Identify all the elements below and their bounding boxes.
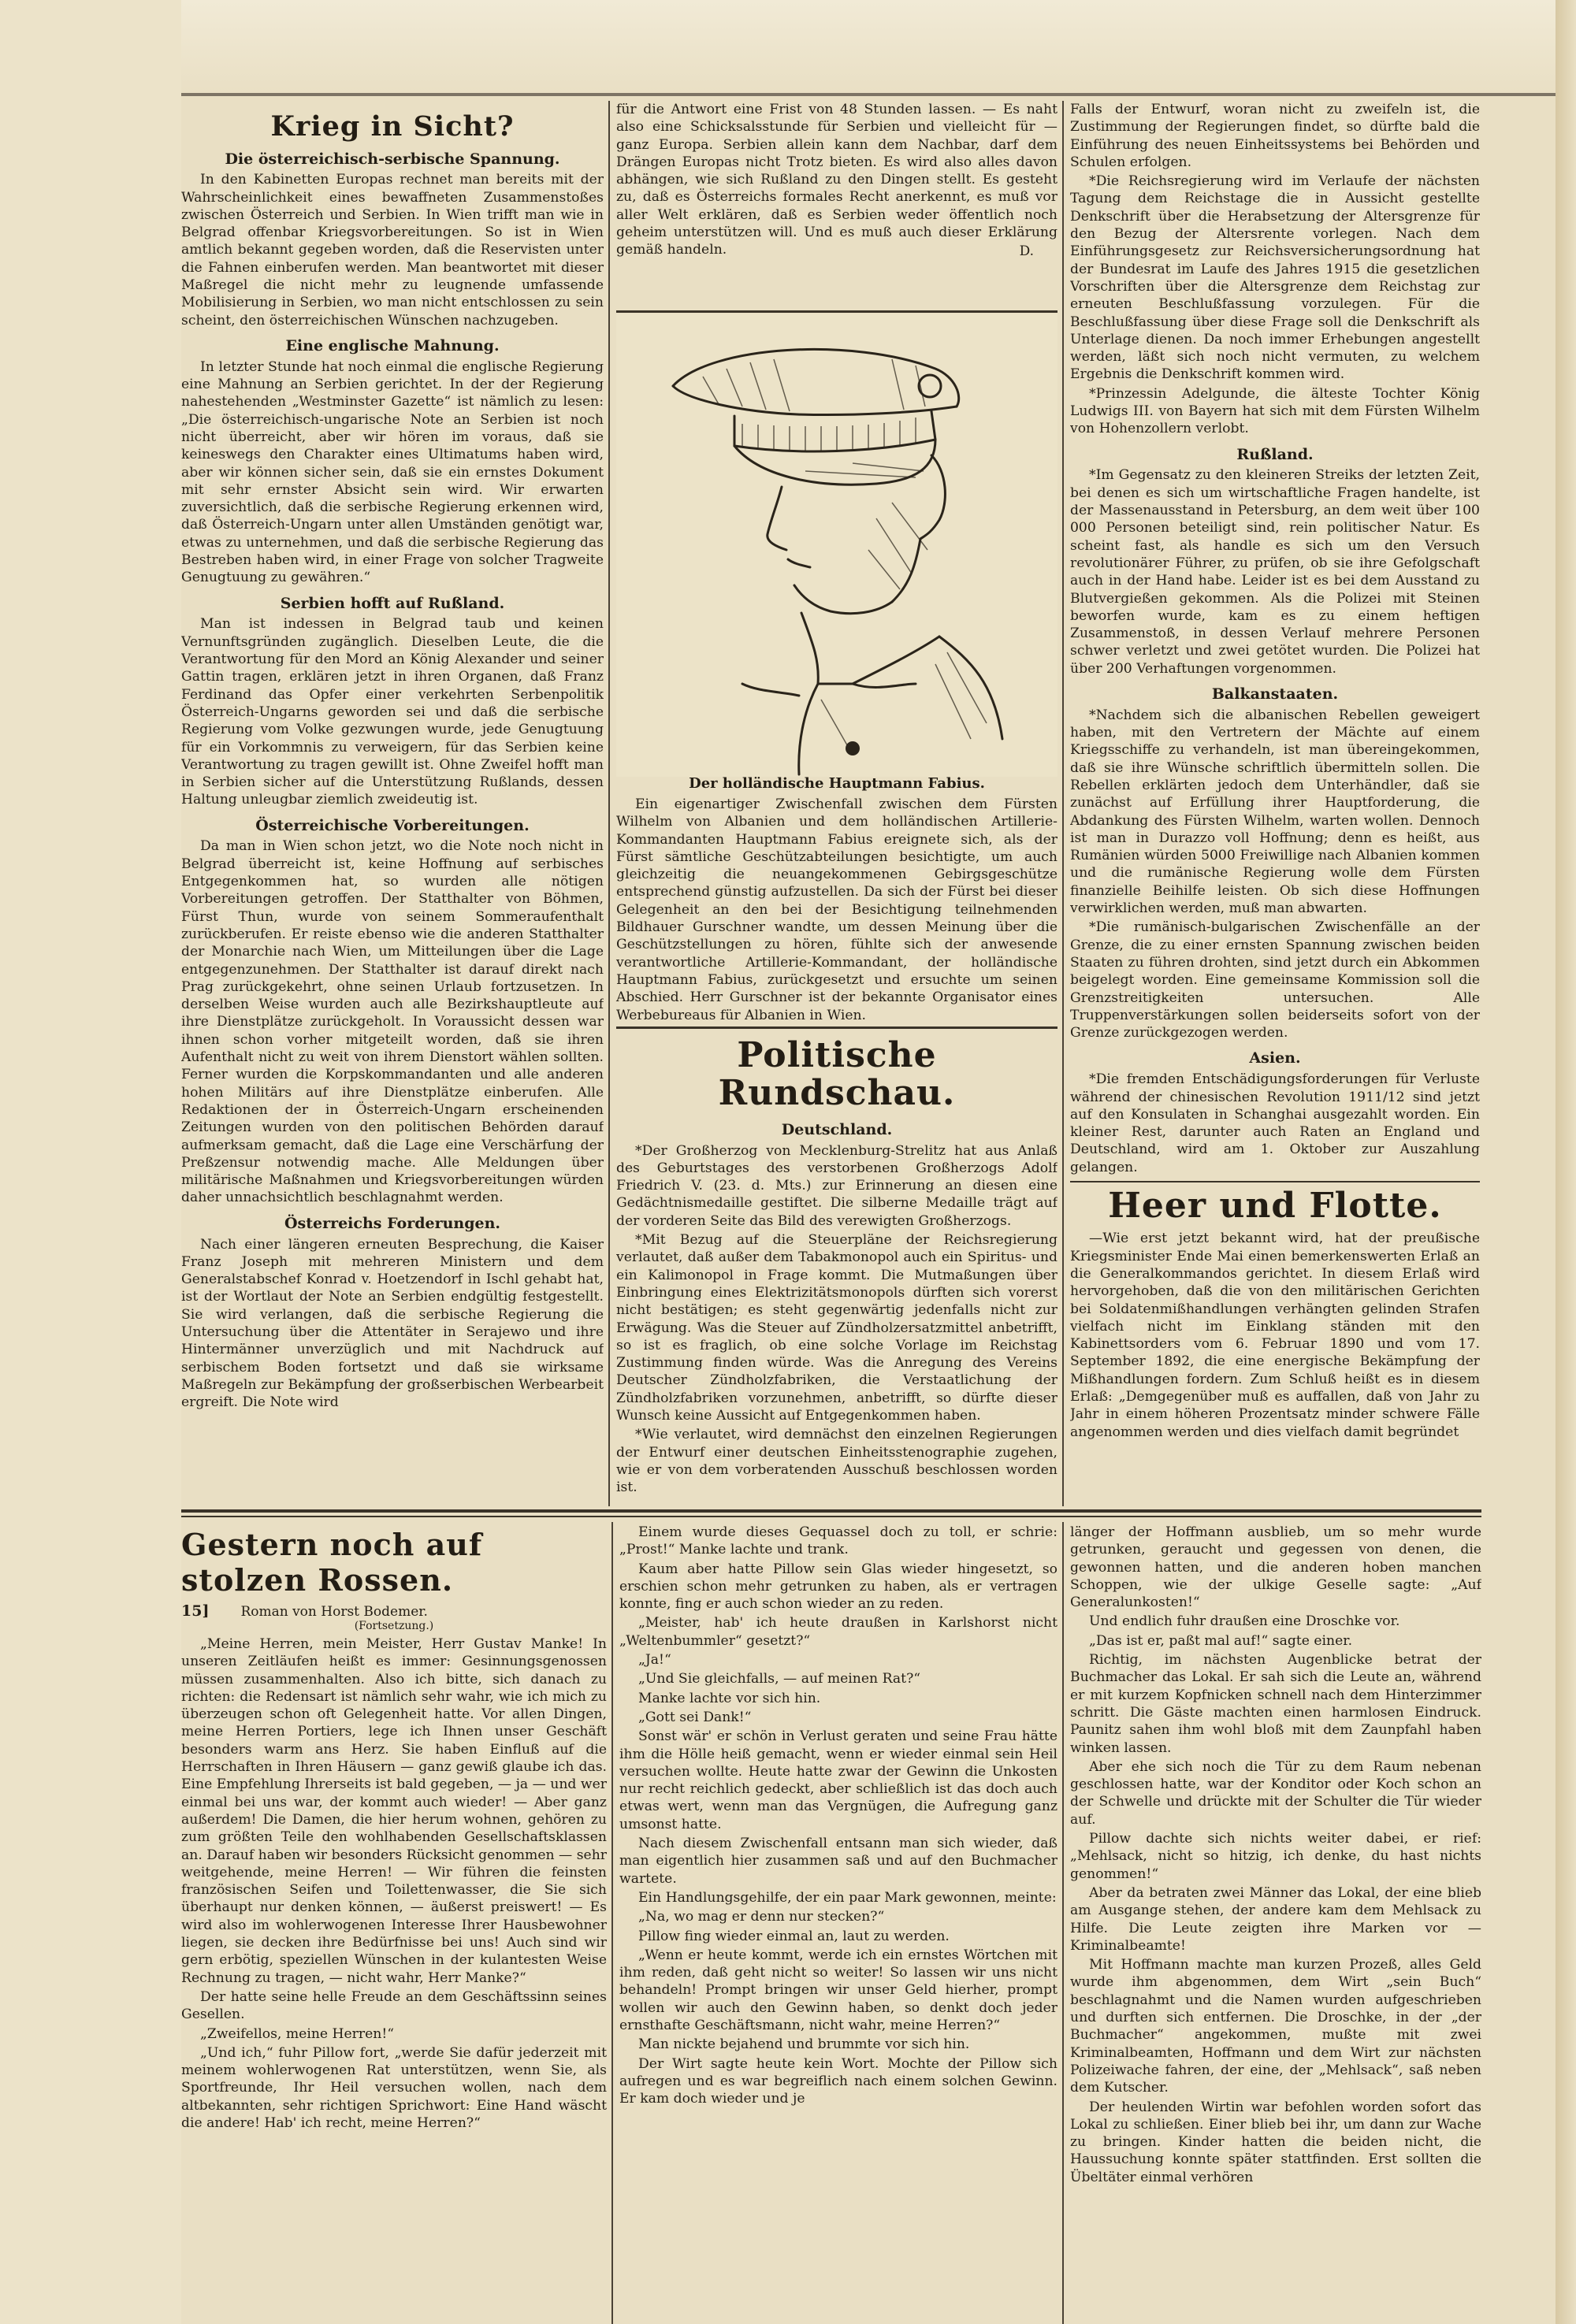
article-signature: D.: [1019, 243, 1034, 259]
article-paragraph: *Nachdem sich die albanischen Rebellen geweigert haben, mit den Vertretern der Mächte auf einem Kriegsschiffe zu verhandeln, ist man übereingekommen, daß sie ihre Wünsche schriftlich übermitteln sollen. Die Rebellen erklärten jedoch dem Unterhändler, daß sie zunächst auf Erfüllung ihrer Hauptforderung, die Abdankung des Fürsten Wilhelm, warten wollen. Dennoch ist man in Durazzo voll Hoffnung; denn es heißt, aus Rumänien würden 5000 Freiwillige nach Albanien kommen und die rumänische Regierung wolle dem Fürsten finanzielle Beihilfe leisten. Ob sich diese Hoffnungen verwirklichen werden, muß man abwarten.: [1070, 707, 1480, 917]
article-paragraph: Nach einer längeren erneuten Besprechung, die Kaiser Franz Joseph mit mehreren Ministern und dem Generalstabschef Konrad v. Hoetzendorf in Ischl gehabt hat, ist der Wortlaut der Note an Serbien endgültig festgestellt. Sie wird verlangen, daß die serbische Regierung die Untersuchung über die Attentäter in Serajewo und ihre Hintermänner unverzüglich und mit Nachdruck auf serbischem Boden fortsetzt und daß sie wirksame Maßregeln zur Bekämpfung der großserbischen Werbearbeit ergreift. Die Note wird: [181, 1236, 604, 1411]
story-paragraph: „Ja!“: [638, 1652, 671, 1669]
faded-masthead-strip: [181, 0, 1576, 95]
portrait-illustration: [616, 314, 1057, 777]
story-paragraph: Sonst wär' er schön in Verlust geraten und seine Frau hätte ihm die Hölle heiß gemacht, wenn er wieder einmal sein Heil versuchen wollte. Heute hatte zwar der Gewinn die Unkosten nur recht reichlich gedeckt, aber schließlich ist das doch auch etwas wert, wenn man das Vergnügen, die Aufregung ganz umsonst hatte.: [619, 1728, 1057, 1832]
headline-krieg-in-sicht: Krieg in Sicht?: [270, 110, 515, 143]
story-paragraph: Nach diesem Zwischenfall entsann man sich wieder, daß man eigentlich hier zusammen saß und auf den Buchmacher wartete.: [619, 1836, 1057, 1887]
header-rule: [181, 93, 1576, 96]
article-paragraph: *Die Reichsregierung wird im Verlaufe der nächsten Tagung dem Reichstage die in Aussicht gestellte Denkschrift über die Herabsetzung der Altersgrenze für den Bezug der Altersrente vorlegen. Nach dem Einführungsgesetz zur Reichsversicherungsordnung hat der Bundesrat im Laufe des Jahres 1915 die gesetzlichen Vorschriften über die Altersgrenze dem Reichstag zur erneuten Beschlußfassung vorzulegen. Für die Beschlußfassung über diese Frage soll die Denkschrift als Unterlage dienen. Da noch immer Erhebungen angestellt werden, läßt sich noch nicht vermuten, zu welchem Ergebnis die Denkschrift kommen wird.: [1070, 173, 1480, 383]
story-paragraph: „Das ist er, paßt mal auf!“ sagte einer.: [1089, 1632, 1353, 1649]
article-paragraph: In letzter Stunde hat noch einmal die englische Regierung eine Mahnung an Serbien gerichtet. In der der Regierung nahestehenden „Westminster Gazette“ ist nämlich zu lesen: „Die österreichisch-ungarische Note an Serbien ist noch nicht überreicht, aber wir hören im voraus, daß sie keineswegs den Charakter eines Ultimatums haben wird, aber wir können sicher sein, daß sie ein ernstes Dokument mit sehr ernster Absicht sein wird. Wir erwarten zuversichtlich, daß die serbische Regierung erkennen wird, daß Österreich-Ungarn unter allen Umständen genötigt war, etwas zu unternehmen, und daß die serbische Regierung das Bestreben haben wird, in einer Frage von solcher Tragweite Genugtuung zu gewähren.“: [181, 358, 604, 586]
subheadline-russland: Serbien hofft auf Rußland.: [280, 594, 505, 612]
story-paragraph: „Na, wo mag er denn nur stecken?“: [638, 1909, 885, 1925]
story-paragraph: Und endlich fuhr draußen eine Droschke vor.: [1089, 1613, 1400, 1630]
story-paragraph: Man nickte bejahend und brummte vor sich hin.: [638, 2036, 970, 2053]
subheadline-spannung: Die österreichisch-serbische Spannung.: [225, 150, 560, 168]
story-paragraph: Der hatte seine helle Freude an dem Geschäftssinn seines Gesellen.: [181, 1988, 607, 2023]
story-paragraph: „Und Sie gleichfalls, — auf meinen Rat?“: [638, 1671, 921, 1687]
subheadline-russland-rundschau: Rußland.: [1236, 445, 1314, 463]
officer-portrait-drawing: [616, 314, 1057, 777]
serial-title: Gestern noch auf stolzen Rossen.: [181, 1527, 483, 1598]
section-rule: [616, 310, 1057, 313]
subheadline-balkanstaaten: Balkanstaaten.: [1211, 685, 1339, 703]
article-paragraph: Falls der Entwurf, woran nicht zu zweifeln ist, die Zustimmung der Regierungen findet, so dürfte bald die Einführung des neuen Einheitssystems bei Behörden und Schulen erfolgen.: [1070, 102, 1480, 170]
caption-text: [616, 796, 1057, 1026]
article-paragraph: *Wie verlautet, wird demnächst den einzelnen Regierungen der Entwurf einer deutschen Einheitsstenographie zugehen, wie er von dem vorberatenden Ausschuß beschlossen worden ist.: [616, 1427, 1057, 1496]
story-paragraph: Kaum aber hatte Pillow sein Glas wieder hingesetzt, so erschien schon mehr getrunken zu haben, als er vertragen konnte, fing er auch schon wieder an zu reden.: [619, 1561, 1057, 1613]
section-rule: [616, 1026, 1057, 1029]
subheadline-asien: Asien.: [1249, 1049, 1301, 1067]
section-rule: [1070, 1181, 1480, 1182]
story-paragraph: „Wenn er heute kommt, werde ich ein ernstes Wörtchen mit ihm reden, daß geht nicht so weiter! So lassen wir uns nicht behandeln! Prompt bringen wir unser Geld hierher, prompt wollen wir auch den Gewinn haben, so denkt doch jeder ernsthafte Geschäftsmann, nicht wahr, meine Herren?“: [619, 1947, 1057, 2034]
headline-politische-rundschau: Politische Rundschau.: [718, 1035, 956, 1114]
column-divider: [611, 1522, 613, 2324]
column-politische-rundschau: [616, 1032, 1057, 1505]
serial-column-3: [1070, 1524, 1481, 2324]
story-paragraph: „Meine Herren, mein Meister, Herr Gustav Manke! In unseren Zeitläufen heißt es immer: Gesinnungsgenossen müssen zusammenhalten. Also ich bitte, sich danach zu richten: die Redensart ist nämlich sehr wahr, wie ich mich zu überzeugen schon oft Gelegenheit hatte. Vor allen Dingen, meine Herren Portiers, lege ich Ihnen unser Geschäft besonders warm ans Herz. Sie haben Einfluß auf die Herrschaften in Ihren Häusern — ganz gewiß glaube ich das. Eine Empfehlung Ihrerseits ist bald gegeben, — ja — und wer einmal bei uns war, der kommt auch wieder! — Aber ganz außerdem! Die Damen, die hier herum wohnen, gehören zu zum größten Teile den wohlhabenden Gesellschaftsklassen an. Darauf haben wir besonders Rücksicht genommen — sehr weitgehende, meine Herren! — Wir führen die feinsten französischen Seifen und Toilettenwasser, die Sie sich überhaupt nur denken können, — äußerst preiswert! — Es wird also im wohlerwogenen Interesse Ihrer Hausbewohner liegen, sie decken ihre Bedürfnisse bei uns! Auch sind wir gern erbötig, speziellen Wünschen in der kulantesten Weise Rechnung zu tragen, — nicht wahr, Herr Manke?“: [181, 1636, 607, 1986]
page-right-edge: [1556, 0, 1576, 2324]
article-paragraph: Da man in Wien schon jetzt, wo die Note noch nicht in Belgrad überreicht ist, keine Hoffnung auf serbisches Entgegenkommen hat, so wurden alle nötigen Vorbereitungen getroffen. Der Statthalter von Böhmen, Fürst Thun, wurde von seinem Sommeraufenthalt zurückberufen. Er reiste ebenso wie die anderen Statthalter der Monarchie nach Wien, um Mitteilungen über die Lage entgegenzunehmen. Der Statthalter ist darauf direkt nach Prag zurückgekehrt, ohne seinen Urlaub fortzusetzen. In derselben Weise wurden auch alle Bezirkshauptleute auf ihre Dienstplätze zurückgeholt. In Voraussicht dessen war ihnen schon vorher mitgeteilt worden, daß sie ihren Aufenthalt nicht zu weit von ihrem Dienstort wählen sollten. Ferner wurden die Korpskommandanten und alle anderen hohen Militärs auf ihre Dienstplätze einberufen. Alle Redaktionen der in Österreich-Ungarn erscheinenden Zeitungen wurden von den politischen Behörden darauf aufmerksam gemacht, daß die Lage eine Verschärfung der Preßzensur notwendig mache. Alle Meldungen über militärische Maßnahmen und Kriegsvorbereitungen würden daher unnachsichtlich beschlagnahmt werden.: [181, 838, 604, 1206]
column-divider: [1062, 101, 1064, 1506]
serial-column-1: [181, 1524, 607, 2324]
story-paragraph: „Und ich,“ fuhr Pillow fort, „werde Sie dafür jederzeit mit meinem wohlerwogenen Rat unterstützen, wenn Sie, als Sportfreunde, Ihr Heil versuchen wollen, nach dem altbekannten, sehr richtigen Sprichwort: Eine Hand wäscht die andere! Hab' ich recht, meine Herren?“: [181, 2044, 607, 2132]
story-paragraph: Der heulenden Wirtin war befohlen worden sofort das Lokal zu schließen. Einer blieb bei ihr, um dann zur Wache zu bringen. Kinder hatten die beiden nicht, die Haussuchung konnte später stattfinden. Erst sollten die Übeltäter einmal verhören: [1070, 2099, 1481, 2185]
story-paragraph: Pillow dachte sich nichts weiter dabei, er rief: „Mehlsack, nicht so hitzig, ich denke, du hast nichts genommen!“: [1070, 1831, 1481, 1882]
story-paragraph: Einem wurde dieses Gequassel doch zu toll, er schrie: „Prost!“ Manke lachte und trank.: [619, 1524, 1057, 1558]
column-divider: [608, 101, 610, 1506]
story-paragraph: Manke lachte vor sich hin.: [638, 1690, 821, 1706]
story-paragraph: „Gott sei Dank!“: [638, 1709, 752, 1725]
continuation-note: (Fortsetzung.): [354, 1620, 434, 1632]
story-paragraph: Der Wirt sagte heute kein Wort. Mochte der Pillow sich aufregen und es war begreiflich nach einem solchen Gewinn. Er kam doch wieder und je: [619, 2055, 1057, 2107]
article-paragraph: Man ist indessen in Belgrad taub und keinen Vernunftsgründen zugänglich. Dieselben Leute, die die Verantwortung für den Mord an König Alexander und seiner Gattin tragen, erklären jetzt in ihren Organen, daß Franz Ferdinand das Opfer einer verkehrten Serbenpolitik Österreich-Ungarns geworden sei und daß die serbische Regierung vom Volke gezwungen wurde, jede Genugtuung für ein Vorkommnis zu verweigern, für das Serbien keine Verantwortung zu tragen gewillt ist. Ohne Zweifel hofft man in Serbien sicher auf die Unterstützung Rußlands, dessen Haltung unleugbar ziemlich zweideutig ist.: [181, 616, 604, 808]
article-paragraph: *Mit Bezug auf die Steuerpläne der Reichsregierung verlautet, daß außer dem Tabakmonopol auch ein Spiritus- und ein Kalimonopol in Frage kommt. Die Mutmaßungen über Einbringung eines Elektrizitätsmonopols dürften sich vorerst nicht bestätigen; es steht gegenwärtig jedenfalls nicht zur Erwägung. Was die Steuer auf Zündholzersatzmittel anbetrifft, so ist es fraglich, ob eine solche Vorlage im Reichstag Zustimmung finden würde. Was die Anregung des Vereins Deutscher Zündholzfabriken, die Verstaatlichung der Zündholzfabriken vorzunehmen, anbetrifft, so dürfte dieser Wunsch keine Aussicht auf Entgegenkommen haben.: [616, 1232, 1057, 1424]
headline-heer-und-flotte: Heer und Flotte.: [1108, 1186, 1442, 1227]
article-paragraph: *Die rumänisch-bulgarischen Zwischenfälle an der Grenze, die zu einer ernsten Spannung zwischen beiden Staaten zu führen drohten, sind jetzt durch ein Abkommen beigelegt worden. Eine gemeinsame Kommission soll die Grenzstreitigkeiten untersuchen. Alle Truppenverstärkungen sollen beiderseits sofort von der Grenze zurückgezogen werden.: [1070, 919, 1480, 1041]
article-paragraph: für die Antwort eine Frist von 48 Stunden lassen. — Es naht also eine Schicksalsstunde für Serbien und vielleicht für — ganz Europa. Serbien allein kann dem Nachbar, darf dem Drängen Europas nicht Trotz bieten. Es wird also alles davon abhängen, wie sich Rußland zu den Dingen stellt. Es gesteht zu, daß es Österreichs formales Recht anerkennt, es muß vor aller Welt erklären, daß es Serbien weder öffentlich noch geheim unterstützen will. Und es muß auch dieser Erklärung gemäß handeln.: [616, 102, 1057, 258]
subheadline-vorbereitungen: Österreichische Vorbereitungen.: [255, 816, 530, 834]
article-paragraph: *Die fremden Entschädigungsforderungen für Verluste während der chinesischen Revolution 1911/12 sind jetzt auf den Konsulaten in Schanghai ausgezahlt worden. Ein kleiner Rest, darunter auch Raten an England und Deutschland, wird am 1. Oktober zur Auszahlung gelangen.: [1070, 1071, 1480, 1175]
story-paragraph: Aber ehe sich noch die Tür zu dem Raum nebenan geschlossen hatte, war der Konditor oder Koch schon an der Schwelle und drückte mit der Schulter die Tür wieder auf.: [1070, 1758, 1481, 1828]
column-divider: [1062, 1522, 1064, 2324]
column-continuation: [616, 101, 1057, 307]
article-paragraph: Ein eigenartiger Zwischenfall zwischen dem Fürsten Wilhelm von Albanien und dem holländischen Artillerie-Kommandanten Hauptmann Fabius ereignete sich, als der Fürst sämtliche Geschützabteilungen besichtigte, um auch gleichzeitig die neuangekommenen Gebirgsgeschütze entsprechend günstig aufzustellen. Da sich der Fürst bei dieser Gelegenheit an den bei der Besichtigung teilnehmenden Bildhauer Gurschner wandte, um dessen Meinung über die Geschützstellungen zu hören, fühlte sich der anwesende verantwortliche Artillerie-Kommandant, der holländische Hauptmann Fabius, zurückgesetzt und ersuchte um seinen Abschied. Herr Gurschner ist der bekannte Organisator eines Werbebureaus für Albanien in Wien.: [616, 796, 1057, 1023]
installment-number: 15]: [181, 1602, 210, 1620]
story-paragraph: Mit Hoffmann machte man kurzen Prozeß, alles Geld wurde ihm abgenommen, dem Wirt „sein Buch“ beschlagnahmt und die Namen wurden aufgeschrieben und durften sich entfernen. Die Droschke, in der „der Buchmacher“ angekommen, mußte mit zwei Kriminalbeamten, Hoffmann und dem Wirt zur nächsten Polizeiwache fahren, der eine, der „Mehlsack“, saß neben dem Kutscher.: [1070, 1957, 1481, 2096]
story-paragraph: Ein Handlungsgehilfe, der ein paar Mark gewonnen, meinte:: [638, 1889, 1057, 1906]
story-paragraph: Richtig, im nächsten Augenblicke betrat der Buchmacher das Lokal. Er sah sich die Leute an, während er mit kurzem Kopfnicken schnell nach dem Hinterzimmer schritt. Die Gäste machten einen harmlosen Eindruck. Paunitz sahen ihm wohl bloß mit dem Zaunpfahl haben winken lassen.: [1070, 1652, 1481, 1756]
article-paragraph: *Der Großherzog von Mecklenburg-Strelitz hat aus Anlaß des Geburtstages des verstorbenen Großherzogs Adolf Friedrich V. (23. d. Mts.) zur Erinnerung an diesen eine Gedächtnismedaille gestiftet. Die silberne Medaille trägt auf der vorderen Seite das Bild des verewigten Großherzogs.: [616, 1142, 1057, 1229]
article-paragraph: In den Kabinetten Europas rechnet man bereits mit der Wahrscheinlichkeit eines bewaffneten Zusammenstoßes zwischen Österreich und Serbien. In Wien trifft man wie in Belgrad offenbar Kriegsvorbereitungen. So ist in Wien amtlich bekannt gegeben worden, daß die Reservisten unter die Fahnen einberufen werden. Man beantwortet mit dieser Maßregel die nicht mehr zu leugnende umfassende Mobilisierung in Serbien, wo man nicht entschlossen zu sein scheint, den österreichischen Wünschen nachzugeben.: [181, 172, 604, 329]
serial-column-2: [619, 1524, 1057, 2324]
story-paragraph: länger der Hoffmann ausblieb, um so mehr wurde getrunken, geraucht und gegessen von denen, die gewonnen hatten, und die anderen hoben manchen Schoppen, wie der ulkige Geselle sagte: „Auf Generalunkosten!“: [1070, 1524, 1481, 1611]
story-paragraph: „Zweifellos, meine Herren!“: [200, 2025, 395, 2042]
feuilleton-rule: [181, 1509, 1481, 1513]
feuilleton-rule: [181, 1516, 1481, 1517]
story-paragraph: Aber da betraten zwei Männer das Lokal, der eine blieb am Ausgange stehen, der andere kam dem Mehlsack zu Hilfe. Die Leute zeigten ihre Marken vor — Kriminalbeamte!: [1070, 1884, 1481, 1954]
subheadline-deutschland: Deutschland.: [781, 1120, 893, 1138]
page-left-margin: [0, 0, 181, 2324]
subheadline-forderungen: Österreichs Forderungen.: [284, 1214, 501, 1232]
column-krieg-in-sicht: [181, 101, 604, 1505]
column-rundschau-continued: [1070, 101, 1480, 1505]
story-paragraph: Pillow fing wieder einmal an, laut zu werden.: [638, 1928, 950, 1944]
subheadline-mahnung: Eine englische Mahnung.: [285, 336, 500, 355]
serial-author: Roman von Horst Bodemer.: [240, 1604, 428, 1620]
article-paragraph: *Prinzessin Adelgunde, die älteste Tochter König Ludwigs III. von Bayern hat sich mit dem Fürsten Wilhelm von Hohenzollern verlobt.: [1070, 385, 1480, 437]
article-paragraph: —Wie erst jetzt bekannt wird, hat der preußische Kriegsminister Ende Mai einen bemerkenswerten Erlaß an die Generalkommandos gerichtet. In diesem Erlaß wird hervorgehoben, daß die von den militärischen Gerichten bei Soldatenmißhandlungen verhängten gelinden Strafen vielfach nicht im Einklang ständen mit den Kabinettsorders vom 6. Februar 1890 und vom 17. September 1892, die eine energische Bekämpfung der Mißhandlungen fordern. Zum Schluß heißt es in diesem Erlaß: „Demgegenüber muß es auffallen, daß von Jahr zu Jahr in einem höheren Prozentsatz minder schwere Fälle angenommen werden und dies vielfach damit begründet: [1070, 1231, 1480, 1440]
story-paragraph: „Meister, hab' ich heute draußen in Karlshorst nicht „Weltenbummler“ gesetzt?“: [619, 1615, 1057, 1649]
illustration-caption: Der holländische Hauptmann Fabius.: [689, 775, 985, 792]
article-paragraph: *Im Gegensatz zu den kleineren Streiks der letzten Zeit, bei denen es sich um wirtschaftliche Fragen handelte, ist der Massenausstand in Petersburg, an dem weit über 100 000 Personen beteiligt sind, rein politischer Natur. Es scheint fast, als handle es sich um den Versuch revolutionärer Führer, zu prüfen, ob sie ihre Gefolgschaft auch in der Hand habe. Leider ist es bei dem Ausstand zu Blutvergießen gekommen. Als die Polizei mit Steinen beworfen wurde, kam es zu einem heftigen Zusammenstoß, in dessen Verlauf mehrere Personen schwer verletzt und zwei getötet wurden. Die Polizei hat über 200 Verhaftungen vorgenommen.: [1070, 467, 1480, 677]
